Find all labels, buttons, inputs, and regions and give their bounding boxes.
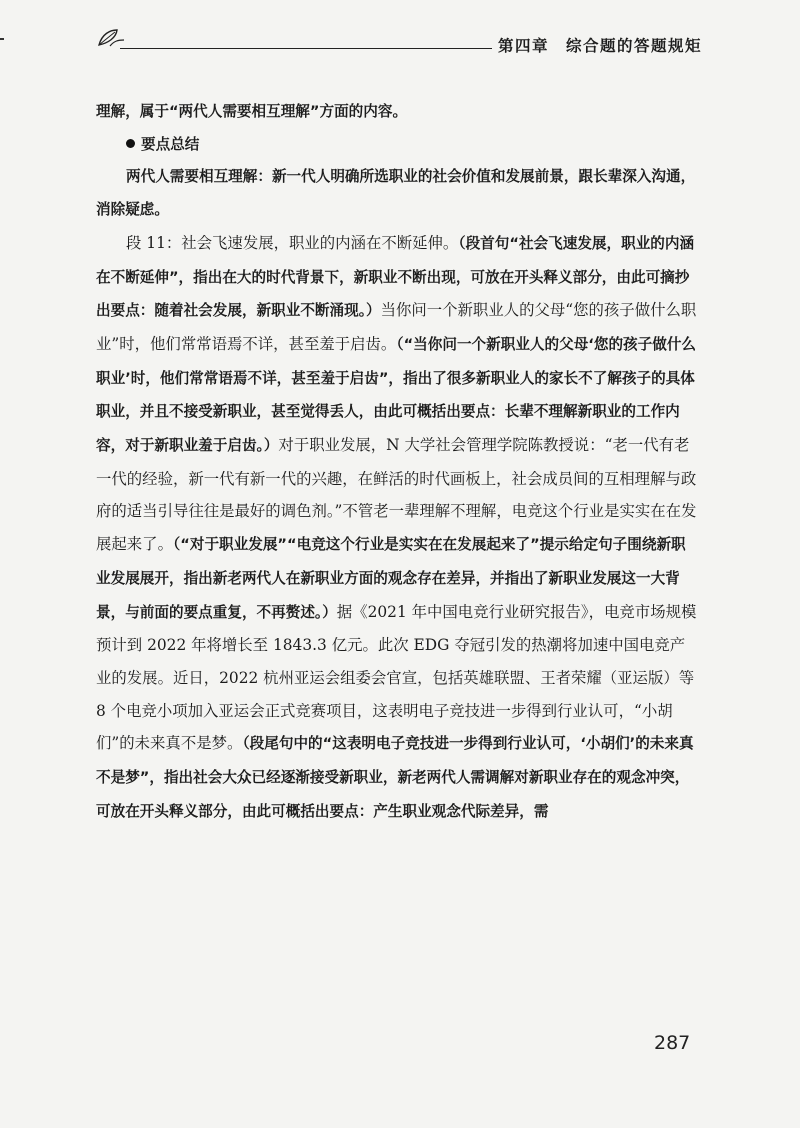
chapter-title: 第四章 综合题的答题规矩	[498, 37, 703, 55]
p11-sentence-1: 段 11：社会飞速发展，职业的内涵在不断延伸。	[126, 233, 459, 252]
body-text	[96, 96, 700, 828]
header-rule	[120, 48, 492, 49]
summary-text: 两代人需要相互理解：新一代人明确所选职业的社会价值和发展前景，跟长辈深入沟通，消除疑虑。	[96, 168, 696, 219]
bullet-icon	[126, 139, 135, 148]
p11-sentence-2: 当你问一个新职业人的父母“您的孩子做什么职业”时，他们常常语焉不详，甚至羞于启齿。	[96, 301, 697, 353]
leaf-ornament-icon	[96, 26, 126, 48]
page-number: 287	[654, 1032, 691, 1054]
summary-heading-label: 要点总结	[141, 135, 200, 153]
p11-sentence-3: 对于职业发展，N 大学社会管理学院陈教授说：“老一代有老一代的经验，新一代有新一代的兴趣，在鲜活的时代画板上，社会成员间的互相理解与政府的适当引导往往是最好的调色剂。”不管老一辈理解不理解，电竞这个行业是实实在在发展起来了。	[96, 436, 697, 554]
continuation-line: 理解，属于“两代人需要相互理解”方面的内容。	[96, 103, 408, 120]
p11-analysis-2: （“当你问一个新职业人的父母‘您的孩子做什么职业’时，他们常常语焉不详，甚至羞于启齿”，指出了很多新职业人的家长不了解孩子的具体职业，并且不接受新职业，甚至觉得丢人，由此可概括出要点：长辈不理解新职业的工作内容，对于新职业羞于启齿。）	[96, 335, 697, 455]
running-header	[0, 0, 800, 70]
p11-analysis-1: （段首句“社会飞速发展，职业的内涵在不断延伸”，指出在大的时代背景下，新职业不断出现，可放在开头释义部分，由此可摘抄出要点：随着社会发展，新职业不断涌现。）	[96, 234, 695, 320]
p11-analysis-4: （段尾句中的“这表明电子竞技进一步得到行业认可，‘小胡们’的未来真不是梦”，指出社会大众已经逐渐接受新职业，新老两代人需调解对新职业存在的观念冲突，可放在开头释义部分，由此可概括出要点：产生职业观念代际差异，需	[96, 735, 694, 820]
summary-heading	[96, 129, 700, 162]
p11-analysis-3: （“对于职业发展”“电竞这个行业是实实在在发展起来了”提示给定句子围绕新职业发展展开，指出新老两代人在新职业方面的观念存在差异，并指出了新职业发展这一大背景，与前面的要点重复，不再赘述。）	[96, 536, 686, 621]
paragraph-11	[96, 227, 700, 829]
p11-sentence-4: 据《2021 年中国电竞行业研究报告》，电竞市场规模预计到 2022 年将增长至 1843.3 亿元。此次 EDG 夺冠引发的热潮将加速中国电竞产业的发展。近日，2022 杭州亚运会组委会官宣，包括英雄联盟、王者荣耀（亚运版）等 8 个电竞小项加入亚运会正式竞赛项目，这表明电子竞技进一步得到行业认可，“小胡们”的未来真不是梦。	[96, 602, 697, 753]
